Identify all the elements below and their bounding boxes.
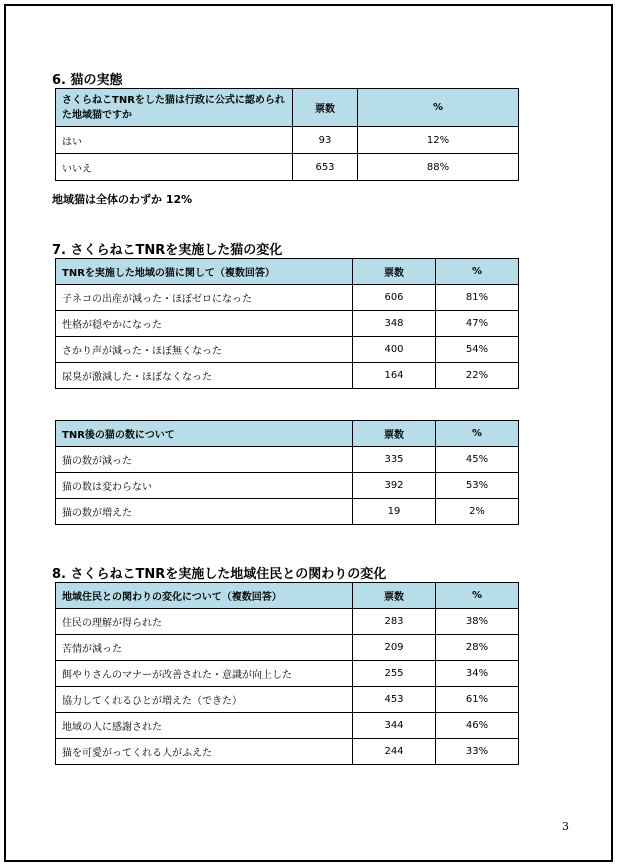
table-row xyxy=(56,687,519,713)
column-header-question: TNR後の猫の数について xyxy=(56,421,353,447)
table-header-row xyxy=(56,421,519,447)
column-header-question: TNRを実施した地域の猫に関して（複数回答） xyxy=(56,259,353,285)
column-header-count: 票数 xyxy=(353,583,436,609)
row-label: 苦情が減った xyxy=(56,635,353,661)
table-row xyxy=(56,499,519,525)
row-label: 協力してくれるひとが増えた（できた） xyxy=(56,687,353,713)
row-percent: 12% xyxy=(358,127,519,154)
row-label: 性格が穏やかになった xyxy=(56,311,353,337)
table-header-row xyxy=(56,583,519,609)
row-label: 猫の数は変わらない xyxy=(56,473,353,499)
row-percent: 2% xyxy=(436,499,519,525)
row-count: 344 xyxy=(353,713,436,739)
row-label: 尿臭が激減した・ほぼなくなった xyxy=(56,363,353,389)
table-row xyxy=(56,635,519,661)
row-percent: 38% xyxy=(436,609,519,635)
column-header-percent: % xyxy=(436,421,519,447)
row-percent: 46% xyxy=(436,713,519,739)
row-percent: 53% xyxy=(436,473,519,499)
row-label: 猫の数が増えた xyxy=(56,499,353,525)
row-label: 猫の数が減った xyxy=(56,447,353,473)
row-percent: 34% xyxy=(436,661,519,687)
row-count: 283 xyxy=(353,609,436,635)
section-8-title: 8. さくらねこTNRを実施した地域住民との関わりの変化 xyxy=(52,567,387,582)
row-count: 348 xyxy=(353,311,436,337)
row-count: 400 xyxy=(353,337,436,363)
column-header-percent: % xyxy=(436,583,519,609)
column-header-percent: % xyxy=(358,89,519,127)
row-count: 653 xyxy=(293,154,358,181)
row-count: 93 xyxy=(293,127,358,154)
table-row xyxy=(56,363,519,389)
row-count: 255 xyxy=(353,661,436,687)
community-cat-note: 地域猫は全体のわずか 12% xyxy=(52,193,193,206)
column-header-question: 地域住民との関わりの変化について（複数回答） xyxy=(56,583,353,609)
row-label: 餌やりさんのマナーが改善された・意識が向上した xyxy=(56,661,353,687)
table-row xyxy=(56,127,519,154)
column-header-count: 票数 xyxy=(293,89,358,127)
row-count: 244 xyxy=(353,739,436,765)
cat-status-table xyxy=(55,88,519,181)
row-count: 209 xyxy=(353,635,436,661)
row-count: 453 xyxy=(353,687,436,713)
row-label: 地域の人に感謝された xyxy=(56,713,353,739)
row-percent: 54% xyxy=(436,337,519,363)
row-label: 猫を可愛がってくれる人がふえた xyxy=(56,739,353,765)
row-label: いいえ xyxy=(56,154,293,181)
column-header-count: 票数 xyxy=(353,259,436,285)
resident-relations-table xyxy=(55,582,519,765)
row-percent: 45% xyxy=(436,447,519,473)
row-percent: 81% xyxy=(436,285,519,311)
row-count: 392 xyxy=(353,473,436,499)
row-percent: 88% xyxy=(358,154,519,181)
table-row xyxy=(56,713,519,739)
table-row xyxy=(56,447,519,473)
row-count: 606 xyxy=(353,285,436,311)
column-header-percent: % xyxy=(436,259,519,285)
table-row xyxy=(56,285,519,311)
section-6-title: 6. 猫の実態 xyxy=(52,73,123,88)
row-label: 子ネコの出産が減った・ほぼゼロになった xyxy=(56,285,353,311)
table-header-row xyxy=(56,89,519,127)
row-percent: 61% xyxy=(436,687,519,713)
row-label: はい xyxy=(56,127,293,154)
table-row xyxy=(56,661,519,687)
table-header-row xyxy=(56,259,519,285)
table-row xyxy=(56,337,519,363)
column-header-question: さくらねこTNRをした猫は行政に公式に認められた地域猫ですか xyxy=(56,89,293,127)
cat-count-table xyxy=(55,420,519,525)
table-row xyxy=(56,311,519,337)
row-percent: 28% xyxy=(436,635,519,661)
column-header-count: 票数 xyxy=(353,421,436,447)
row-count: 164 xyxy=(353,363,436,389)
row-label: さかり声が減った・ほぼ無くなった xyxy=(56,337,353,363)
cat-change-table xyxy=(55,258,519,389)
table-row xyxy=(56,609,519,635)
table-row xyxy=(56,473,519,499)
page-number: 3 xyxy=(562,820,569,833)
row-count: 335 xyxy=(353,447,436,473)
row-count: 19 xyxy=(353,499,436,525)
table-row xyxy=(56,154,519,181)
row-label: 住民の理解が得られた xyxy=(56,609,353,635)
table-row xyxy=(56,739,519,765)
row-percent: 33% xyxy=(436,739,519,765)
row-percent: 47% xyxy=(436,311,519,337)
section-7-title: 7. さくらねこTNRを実施した猫の変化 xyxy=(52,243,283,258)
row-percent: 22% xyxy=(436,363,519,389)
